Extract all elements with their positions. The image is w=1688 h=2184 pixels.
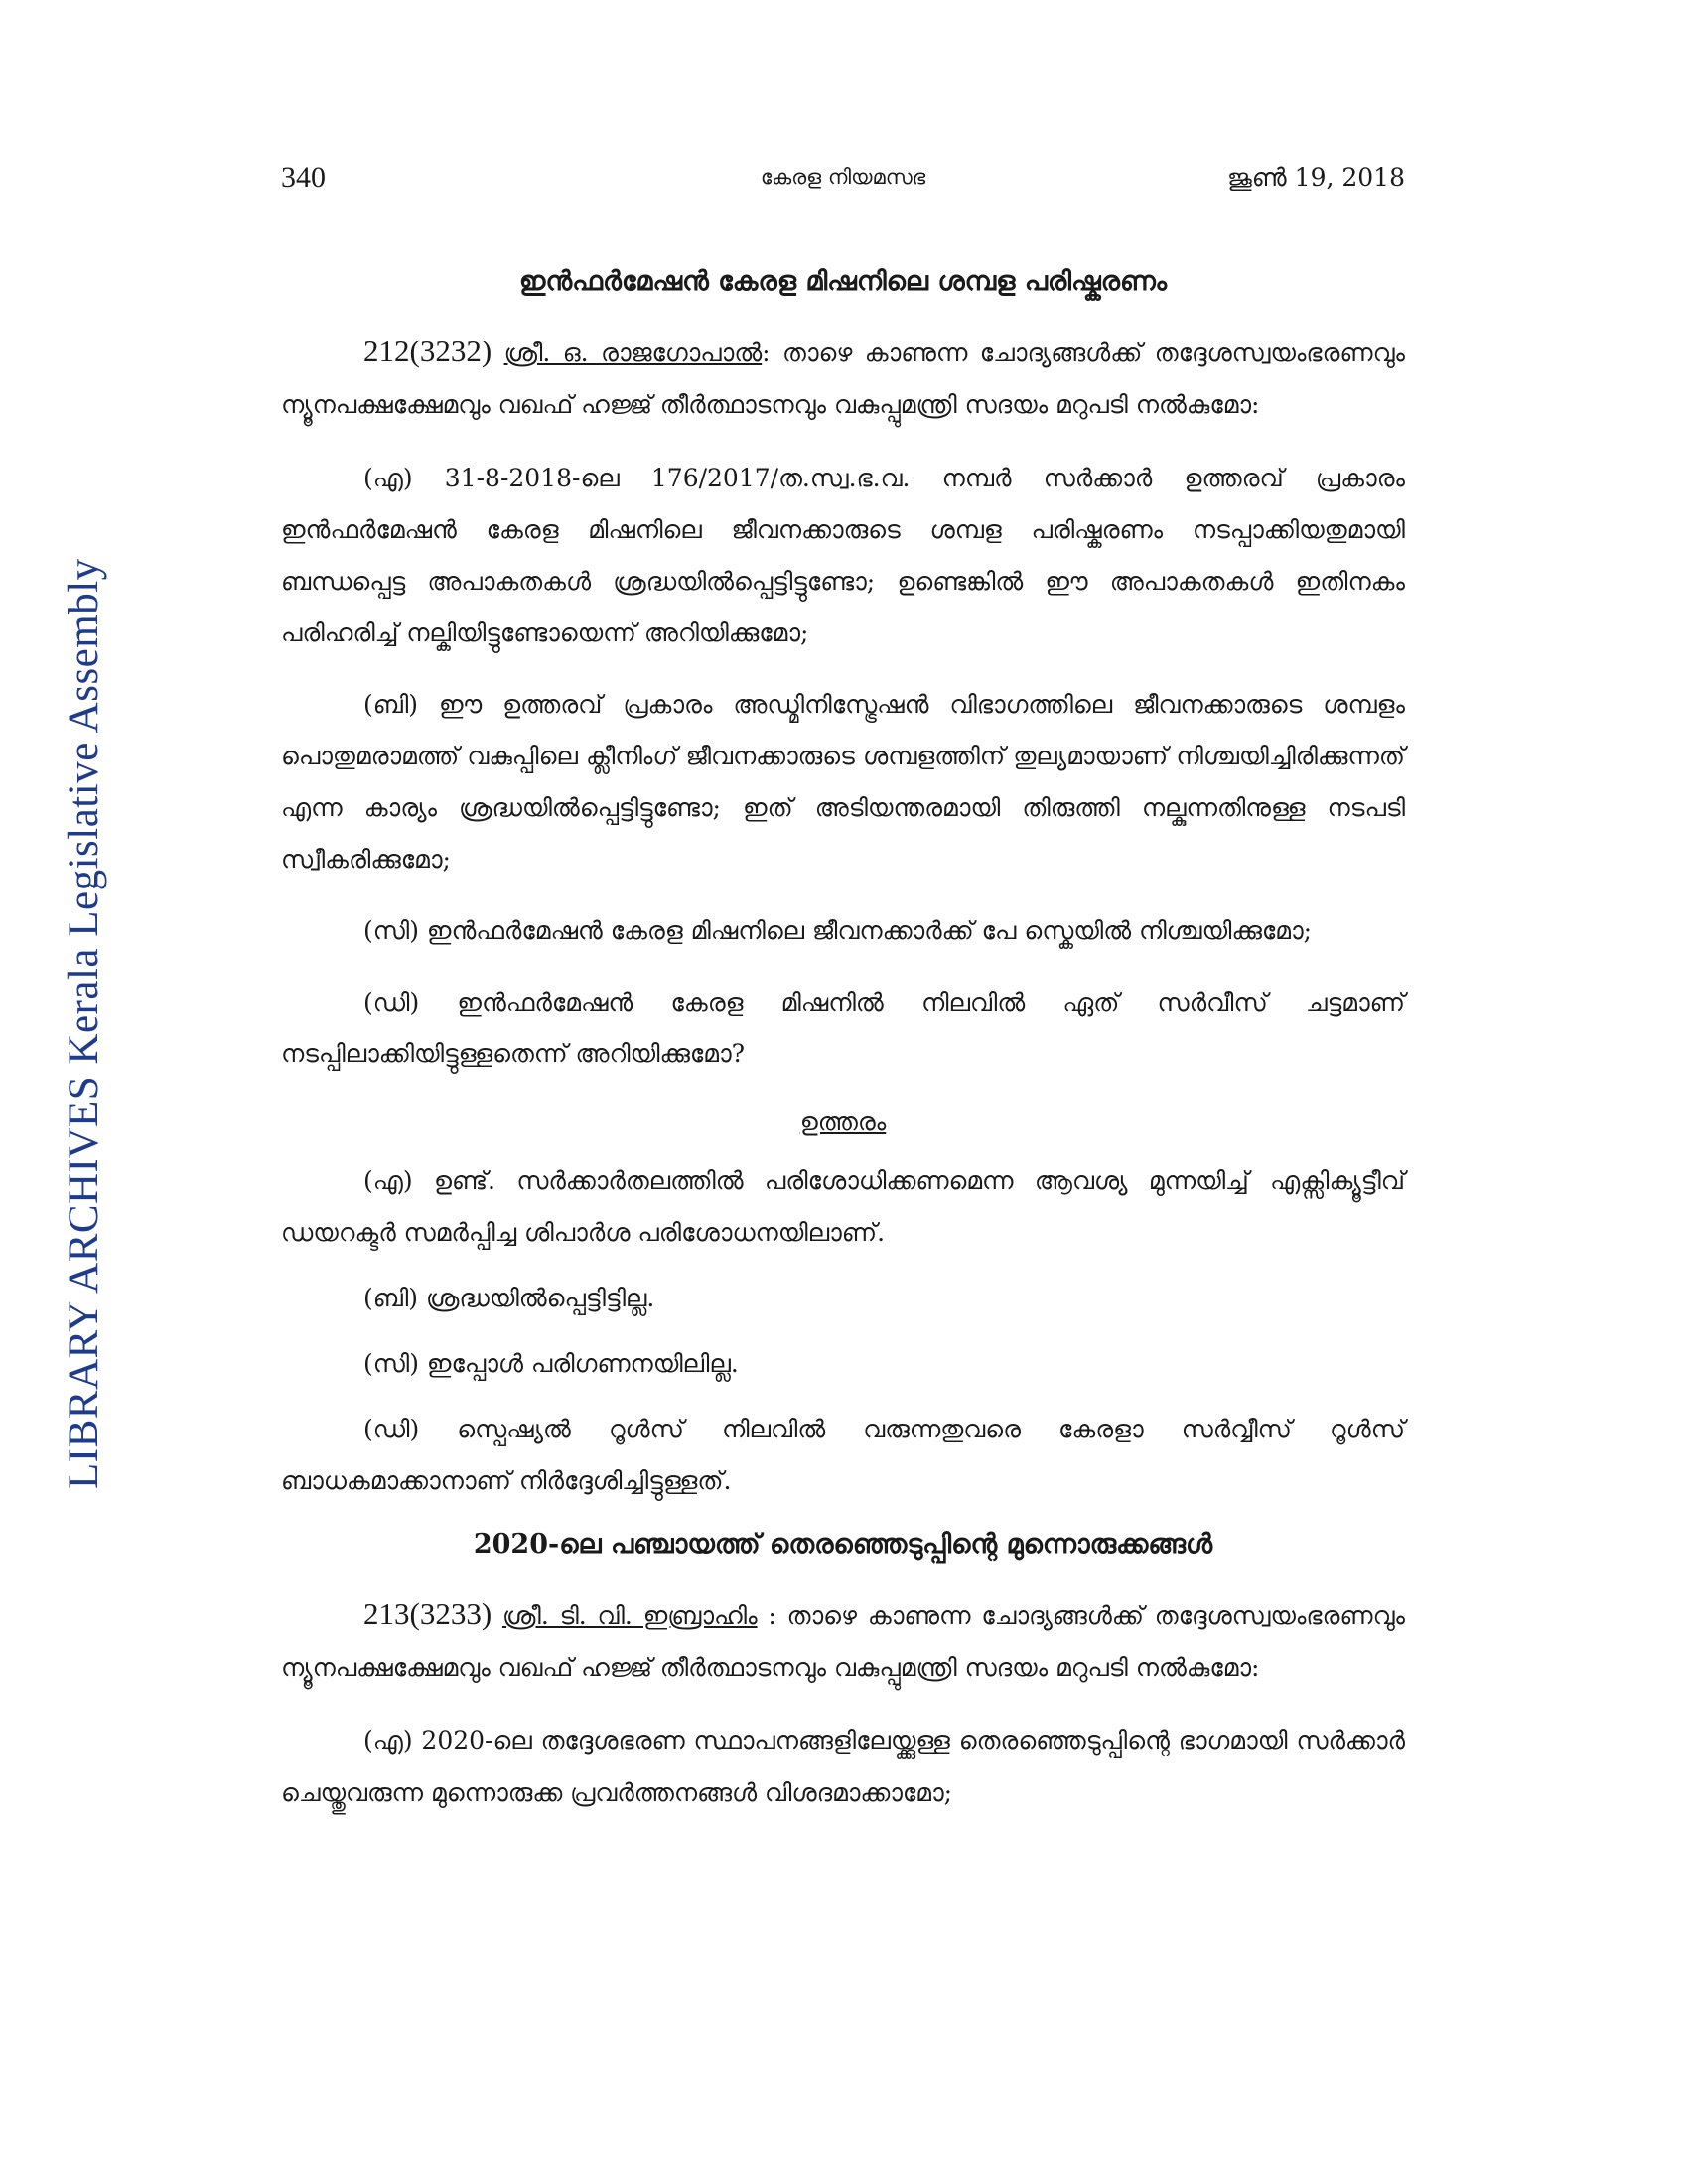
- question-item: (എ) 31-8-2018-ലെ 176/2017/ത.സ്വ.ഭ.വ. നമ്പർ സർക്കാർ ഉത്തരവ് പ്രകാരം ഇൻഫർമേഷൻ കേരള മിഷനിലെ ജീവനക്കാരുടെ ശമ്പള പരിഷ്കരണം നടപ്പാക്കിയതുമായി ബന്ധപ്പെട്ട അപാകതകൾ ശ്രദ്ധയിൽപ്പെട്ടിട്ടുണ്ടോ; ഉണ്ടെങ്കിൽ ഈ അപാകതകൾ ഇതിനകം പരിഹരിച്ച് നല്കിയിട്ടുണ്ടോയെന്ന് അറിയിക്കുമോ;: [281, 464, 1405, 647]
- answer-heading: ഉത്തരം: [799, 1107, 887, 1136]
- question-item: (ഡി) ഇൻഫർമേഷൻ കേരള മിഷനിൽ നിലവിൽ ഏത് സർവീസ് ചട്ടമാണ് നടപ്പിലാക്കിയിട്ടുള്ളതെന്ന് അറിയിക്കുമോ?: [281, 988, 1405, 1068]
- section-heading: 2020-ലെ പഞ്ചായത്ത് തെരഞ്ഞെടുപ്പിന്റെ മുന്നൊരുക്കങ്ങൾ: [473, 1529, 1213, 1560]
- question-number: 213(3233): [363, 1596, 492, 1631]
- question-intro-text: : താഴെ കാണുന്ന ചോദ്യങ്ങൾക്ക് തദ്ദേശസ്വയംഭരണവും ന്യൂനപക്ഷക്ഷേമവും വഖഫ് ഹജ്ജ് തീർത്ഥാടനവും വകുപ്പുമന്ത്രി സദയം മറുപടി നൽകുമോ:: [281, 339, 1405, 419]
- question-intro: [281, 326, 1405, 431]
- question-intro: [281, 1588, 1405, 1694]
- question-item: (ബി) ഈ ഉത്തരവ് പ്രകാരം അഡ്മിനിസ്ട്രേഷൻ വിഭാഗത്തിലെ ജീവനക്കാരുടെ ശമ്പളം പൊതുമരാമത്ത് വകുപ്പിലെ ക്ലീനിംഗ് ജീവനക്കാരുടെ ശമ്പളത്തിന് തുല്യമായാണ് നിശ്ചയിച്ചിരിക്കുന്നത് എന്ന കാര്യം ശ്രദ്ധയിൽപ്പെട്ടിട്ടുണ്ടോ; ഇത് അടിയന്തരമായി തിരുത്തി നല്കുന്നതിനുള്ള നടപടി സ്വീകരിക്കുമോ;: [281, 690, 1405, 874]
- answer-item: (ബി) ശ്രദ്ധയിൽപ്പെട്ടിട്ടില്ല.: [363, 1284, 655, 1312]
- document-body: [281, 260, 1405, 1839]
- question-intro-text: : താഴെ കാണുന്ന ചോദ്യങ്ങൾക്ക് തദ്ദേശസ്വയംഭരണവും ന്യൂനപക്ഷക്ഷേമവും വഖഫ് ഹജ്ജ് തീർത്ഥാടനവും വകുപ്പുമന്ത്രി സദയം മറുപടി നൽകുമോ:: [281, 1601, 1405, 1682]
- section-heading: ഇൻഫർമേഷൻ കേരള മിഷനിലെ ശമ്പള പരിഷ്കരണം: [518, 266, 1168, 297]
- question-item: (എ) 2020-ലെ തദ്ദേശഭരണ സ്ഥാപനങ്ങളിലേയ്ക്കുള്ള തെരഞ്ഞെടുപ്പിന്റെ ഭാഗമായി സർക്കാർ ചെയ്തുവരുന്ന മുന്നൊരുക്ക പ്രവർത്തനങ്ങൾ വിശദമാക്കാമോ;: [281, 1726, 1405, 1807]
- page-header: [281, 161, 1405, 206]
- member-name: ശ്രീ. ടി. വി. ഇബ്രാഹിം: [502, 1601, 758, 1630]
- archive-watermark: LIBRARY ARCHIVES Kerala Legislative Assembly: [61, 558, 107, 1489]
- question-item: (സി) ഇൻഫർമേഷൻ കേരള മിഷനിലെ ജീവനക്കാർക്ക് പേ സ്കെയിൽ നിശ്ചയിക്കുമോ;: [363, 916, 1313, 945]
- page-date: ജൂൺ 19, 2018: [1226, 163, 1405, 192]
- page-header-title: കേരള നിയമസഭ: [760, 165, 926, 189]
- answer-item: (സി) ഇപ്പോൾ പരിഗണനയിലില്ല.: [363, 1349, 739, 1378]
- page-number: 340: [281, 161, 326, 194]
- question-number: 212(3232): [363, 334, 492, 368]
- answer-item: (ഡി) സ്പെഷ്യൽ റൂൾസ് നിലവിൽ വരുന്നതുവരെ കേരളാ സർവ്വീസ് റൂൾസ് ബാധകമാക്കാനാണ് നിർദ്ദേശിച്ചിട്ടുള്ളത്.: [281, 1415, 1405, 1495]
- member-name: ശ്രീ. ഒ. രാജഗോപാൽ: [503, 339, 763, 367]
- answer-item: (എ) ഉണ്ട്. സർക്കാർതലത്തിൽ പരിശോധിക്കണമെന്ന ആവശ്യ മുന്നയിച്ച് എക്സിക്യൂട്ടീവ് ഡയറക്ടർ സമർപ്പിച്ച ശിപാർശ പരിശോധനയിലാണ്.: [281, 1166, 1405, 1247]
